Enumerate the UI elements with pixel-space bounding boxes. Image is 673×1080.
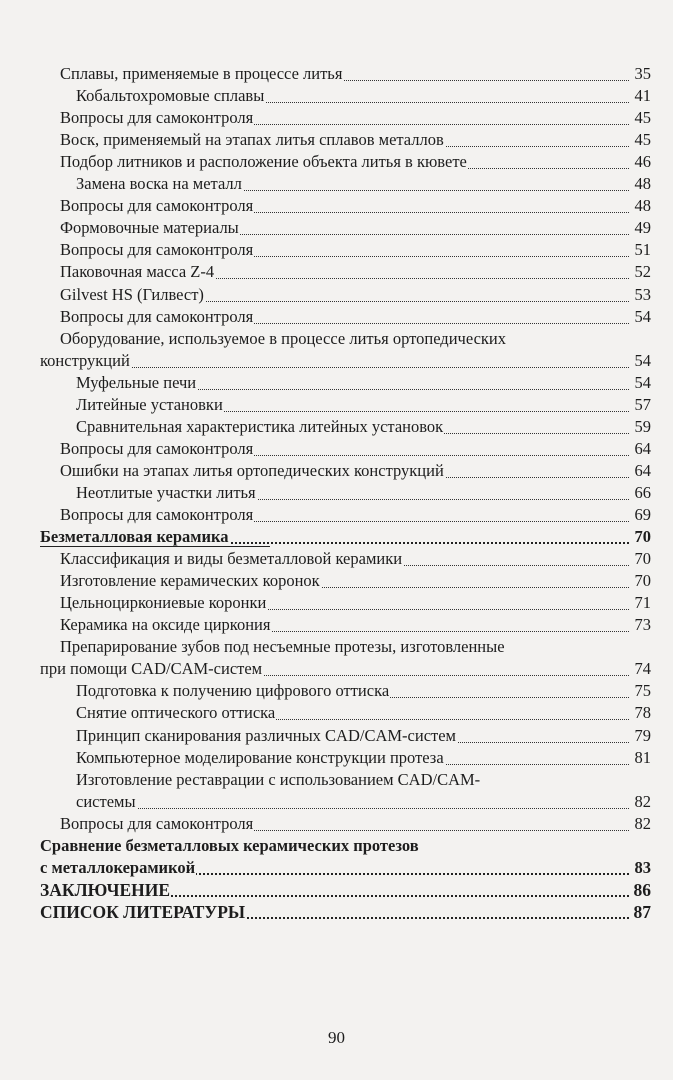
- toc-entry-page: 64: [634, 438, 651, 458]
- toc-entry-title: Изготовление реставрации с использованием CAD/CAM-: [76, 769, 481, 789]
- toc-entry: [0, 196, 673, 218]
- toc-entry: [0, 439, 673, 461]
- toc-entry: [0, 748, 673, 770]
- toc-entry-page: 45: [634, 130, 651, 150]
- toc-entry: [0, 681, 673, 703]
- toc-entry-page: 48: [634, 174, 651, 194]
- toc-entry-page: 41: [634, 86, 651, 106]
- toc-entry-page: 53: [634, 284, 651, 304]
- toc-entry-title: Подготовка к получению цифрового оттиска: [76, 681, 390, 701]
- toc-entry-title: Классификация и виды безметалловой керамики: [60, 549, 403, 569]
- toc-entry-title: Вопросы для самоконтроля: [60, 240, 254, 260]
- toc-entry: [0, 703, 673, 725]
- toc-entry-page: 82: [634, 813, 651, 833]
- toc-entry-page: 78: [634, 703, 651, 723]
- toc-entry: [0, 64, 673, 86]
- toc-entry-title: Литейные установки: [76, 394, 223, 414]
- toc-entry-title: Вопросы для самоконтроля: [60, 306, 254, 326]
- toc-entry-title: Вопросы для самоконтроля: [60, 813, 254, 833]
- toc-entry-page: 66: [634, 482, 651, 502]
- toc-entry-title: Подбор литников и расположение объекта литья в кювете: [60, 152, 467, 172]
- toc-entry: [0, 549, 673, 571]
- toc-entry-title: с металлокерамикой: [40, 857, 196, 877]
- toc-entry-title: Препарирование зубов под несъемные протезы, изготовленные: [60, 637, 505, 657]
- toc-entry: [0, 373, 673, 395]
- toc-entry: [0, 593, 673, 615]
- toc-entry-title: Цельноциркониевые коронки: [60, 593, 267, 613]
- toc-entry: [0, 285, 673, 307]
- toc-entry-title: системы: [76, 791, 136, 811]
- toc-entry-title: СПИСОК ЛИТЕРАТУРЫ: [40, 901, 246, 922]
- page-number: 90: [328, 1028, 345, 1047]
- toc-entry: [0, 218, 673, 240]
- toc-entry: [0, 880, 673, 902]
- toc-entry: [0, 395, 673, 417]
- toc-entry-title: конструкций: [40, 350, 130, 370]
- toc-entry: [0, 902, 673, 924]
- toc-entry-page: 71: [634, 593, 651, 613]
- toc-entry-page: 54: [634, 350, 651, 370]
- toc-entry: [0, 836, 673, 858]
- toc-entry-page: 35: [634, 64, 651, 83]
- toc-entry-title: Вопросы для самоконтроля: [60, 108, 254, 128]
- toc-entry-title: Изготовление керамических коронок: [60, 571, 320, 591]
- toc-entry-page: 83: [634, 857, 651, 877]
- toc-entry-page: 79: [634, 725, 651, 745]
- toc-entry-page: 59: [634, 416, 651, 436]
- toc-entry-page: 49: [634, 218, 651, 238]
- toc-entry: [0, 637, 673, 659]
- toc-entry-page: 45: [634, 108, 651, 128]
- toc-entry-title: Компьютерное моделирование конструкции протеза: [76, 747, 444, 767]
- toc-entry-title: Безметалловая керамика: [40, 527, 229, 547]
- toc-entry-title: Муфельные печи: [76, 372, 197, 392]
- section-underline: [40, 546, 270, 547]
- toc-entry-title: Вопросы для самоконтроля: [60, 438, 254, 458]
- toc-entry-page: 70: [634, 571, 651, 591]
- toc-entry-page: 70: [634, 527, 651, 547]
- toc-entry-title: Формовочные материалы: [60, 218, 239, 238]
- toc-entry: [0, 86, 673, 108]
- toc-entry-title: Принцип сканирования различных CAD/CAM-систем: [76, 725, 456, 745]
- toc-entry: [0, 792, 673, 814]
- toc-entry: [0, 307, 673, 329]
- toc-entry-title: Керамика на оксиде циркония: [60, 615, 271, 635]
- toc-entry-page: 75: [634, 681, 651, 701]
- toc-entry: [0, 483, 673, 505]
- toc-entry-page: 86: [633, 879, 651, 900]
- toc-entry-title: Неотлитые участки литья: [76, 482, 256, 502]
- toc-entry-title: Паковочная масса Z-4: [60, 262, 215, 282]
- toc-entry: [0, 351, 673, 373]
- toc-entry: [0, 108, 673, 130]
- toc-entry-page: 54: [634, 306, 651, 326]
- toc-entry: [0, 329, 673, 351]
- toc-entry-page: 70: [634, 549, 651, 569]
- toc-entry: [0, 571, 673, 593]
- toc-entry-title: Сравнительная характеристика литейных установок: [76, 416, 444, 436]
- toc-entry: [0, 615, 673, 637]
- toc-entry-title: Сравнение безметалловых керамических протезов: [40, 835, 419, 855]
- toc-entry-page: 82: [634, 791, 651, 811]
- toc-entry: [0, 174, 673, 196]
- toc-entry-page: 74: [634, 659, 651, 679]
- toc-entry: [0, 152, 673, 174]
- toc-entry-page: 64: [634, 460, 651, 480]
- toc-entry-page: 69: [634, 505, 651, 524]
- toc-entry-page: 46: [634, 152, 651, 172]
- toc-entry: [0, 130, 673, 152]
- toc-entry-title: Замена воска на металл: [76, 174, 242, 194]
- toc-entry-page: 52: [634, 262, 651, 282]
- toc-entry-title: Кобальтохромовые сплавы: [76, 86, 265, 106]
- toc-entry: [0, 461, 673, 483]
- toc-entry-title: Gilvest HS (Гилвест): [60, 284, 204, 304]
- toc-entry: [0, 262, 673, 284]
- toc-entry-page: 48: [634, 196, 651, 216]
- toc-entry: [0, 814, 673, 836]
- toc-entry-title: Снятие оптического оттиска: [76, 703, 276, 723]
- toc-entry: [0, 240, 673, 262]
- toc-entry-title: Вопросы для самоконтроля: [60, 196, 254, 216]
- toc-entry: [0, 726, 673, 748]
- toc-entry-title: Сплавы, применяемые в процессе литья: [60, 64, 343, 83]
- toc-entry-page: 51: [634, 240, 651, 260]
- toc-entry-title: Оборудование, используемое в процессе литья ортопедических: [60, 328, 506, 348]
- toc-entry: [0, 659, 673, 681]
- toc-entry: [0, 770, 673, 792]
- toc-entry-title: Вопросы для самоконтроля: [60, 505, 254, 524]
- toc-entry-page: 87: [633, 901, 651, 922]
- toc-entry: [0, 417, 673, 439]
- toc-entry: [0, 505, 673, 527]
- toc-entry-page: 73: [634, 615, 651, 635]
- toc-entry-title: Воск, применяемый на этапах литья сплавов металлов: [60, 130, 444, 150]
- toc-entry-page: 57: [634, 394, 651, 414]
- toc-entry: [0, 858, 673, 880]
- toc-entry-title: при помощи CAD/CAM-систем: [40, 659, 263, 679]
- toc-entry-title: Ошибки на этапах литья ортопедических конструкций: [60, 460, 444, 480]
- toc-entry-page: 81: [634, 747, 651, 767]
- toc-entry-title: ЗАКЛЮЧЕНИЕ: [40, 879, 171, 900]
- toc-entry-page: 54: [634, 372, 651, 392]
